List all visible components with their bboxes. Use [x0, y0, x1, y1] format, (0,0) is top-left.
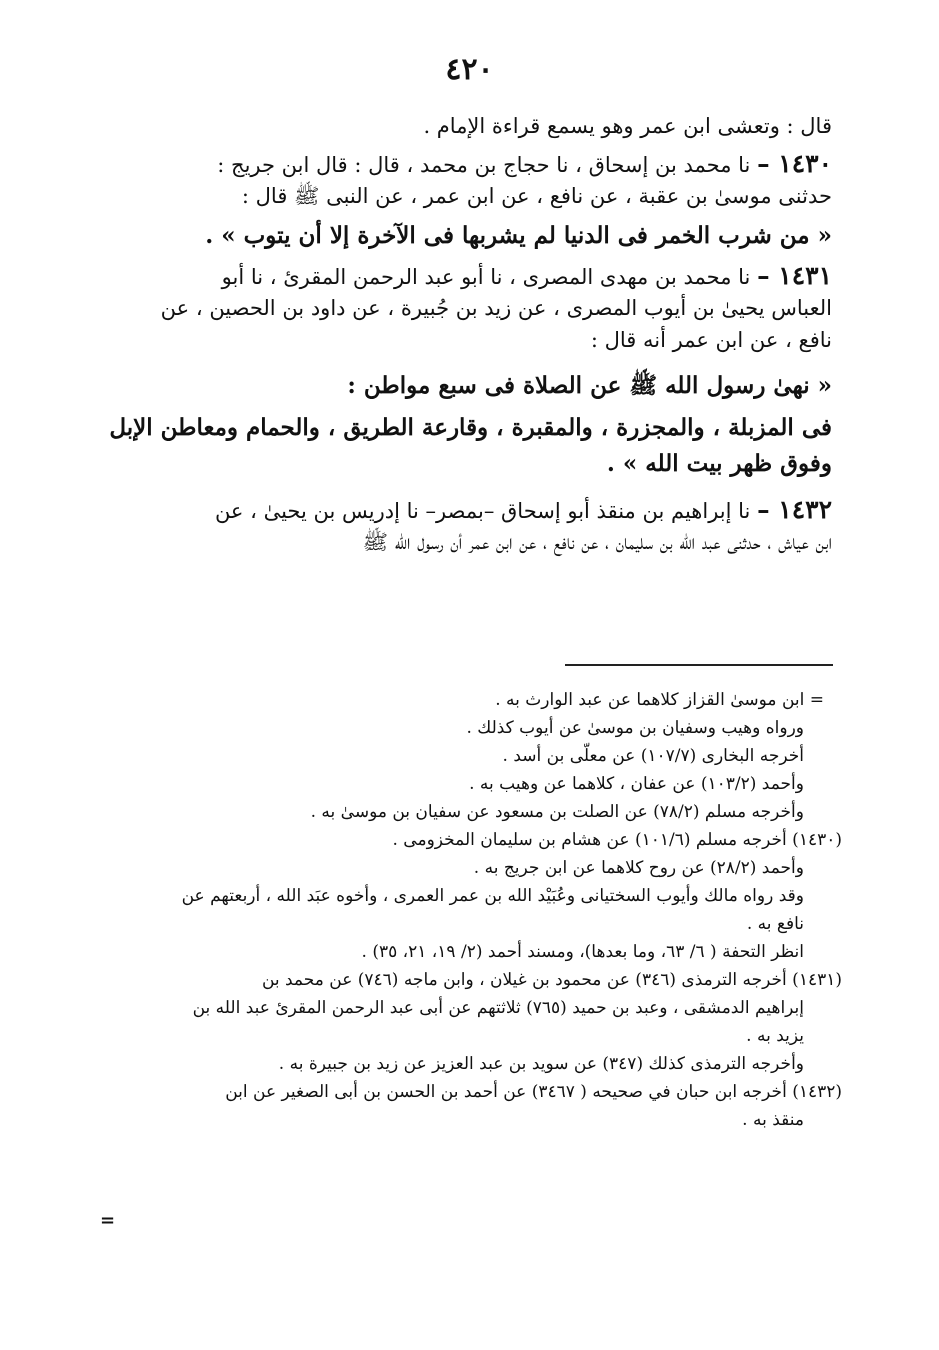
- footnote-line: وأحمد (١٠٣/٢) عن عفان ، كلاهما عن وهيب به .: [469, 774, 804, 794]
- footnote-line: أخرجه البخارى (١٠٧/٧) عن معلّى بن أسد .: [502, 746, 804, 766]
- text-line: ابن عياش ، حدثنى عبد الله بن سليمان ، عن نافع ، عن ابن عمر أن رسول الله ﷺ: [362, 530, 832, 554]
- footnote-line: إبراهيم الدمشقى ، وعبد بن حميد (٧٦٥) ثلاثتهم عن أبى عبد الرحمن المقرئ عبد الله بن: [192, 998, 804, 1018]
- footnotes: [98, 686, 842, 1134]
- hadith-number: ١٤٣١ –: [757, 261, 832, 290]
- hadith-number: ١٤٣٢ –: [757, 495, 832, 524]
- hadith-1431-line: ١٤٣١ – نا محمد بن مهدى المصرى ، نا أبو عبد الرحمن المقرئ ، نا أبو: [221, 261, 832, 290]
- footnote-line: وقد رواه مالك وأيوب السختيانى وعُبَيْد الله بن عمر العمرى ، وأخوه عبَد الله ، أربعتهم عن: [181, 886, 804, 906]
- footnote-line: = ابن موسىٰ القزاز كلاهما عن عبد الوارث به .: [495, 690, 824, 710]
- footnote-line: وأخرجه مسلم (٧٨/٢) عن الصلت بن مسعود عن سفيان بن موسىٰ به .: [310, 802, 804, 822]
- footnote-line: وأخرجه الترمذى كذلك (٣٤٧) عن سويد بن عبد العزيز عن زيد بن جبيرة به .: [278, 1054, 804, 1074]
- page-number: ٤٢٠: [445, 52, 494, 87]
- footnote-line: (١٤٣٠) أخرجه مسلم (١٠١/٦) عن هشام بن سليمان المخزومى .: [392, 830, 842, 850]
- hadith-1430-line: ١٤٣٠ – نا محمد بن إسحاق ، نا حجاج بن محمد ، قال : قال ابن جريج :: [217, 149, 832, 178]
- footnote-line: يزيد به .: [746, 1026, 804, 1046]
- footnote-divider: [565, 664, 833, 666]
- text-line: العباس يحيىٰ بن أيوب المصرى ، عن زيد بن جُبيرة ، عن داود بن الحصين ، عن: [160, 296, 832, 320]
- footnote-line: نافع به .: [746, 914, 804, 934]
- hadith-1432-line: ١٤٣٢ – نا إبراهيم بن منقذ أبو إسحاق –بمصر– نا إدريس بن يحيىٰ ، عن: [214, 495, 832, 524]
- hadith-matn: وفوق ظهر بيت الله » .: [606, 450, 832, 477]
- text-line: قال : وتعشى ابن عمر وهو يسمع قراءة الإمام .: [423, 114, 832, 138]
- text-line: نافع ، عن ابن عمر أنه قال :: [590, 328, 832, 352]
- hadith-number: ١٤٣٠ –: [757, 149, 832, 178]
- footnote-line: ورواه وهيب وسفيان بن موسىٰ عن أيوب كذلك .: [466, 718, 804, 738]
- continuation-mark: =: [100, 1210, 116, 1231]
- footnote-line: منقذ به .: [742, 1110, 804, 1130]
- hadith-matn: فى المزبلة ، والمجزرة ، والمقبرة ، وقارعة الطريق ، والحمام ومعاطن الإبل: [109, 414, 832, 441]
- hadith-matn: « نهىٰ رسول الله ﷺ عن الصلاة فى سبع مواطن :: [347, 372, 832, 399]
- text-line: حدثنى موسىٰ بن عقبة ، عن نافع ، عن ابن عمر ، عن النبى ﷺ قال :: [241, 184, 832, 208]
- footnote-line: (١٤٣١) أخرجه الترمذى (٣٤٦) عن محمود بن غيلان ، وابن ماجه (٧٤٦) عن محمد بن: [261, 970, 842, 990]
- footnote-line: انظر التحفة ( ٦/ ٦٣، وما بعدها)، ومسند أحمد (٢/ ١٩، ٢١، ٣٥) .: [361, 942, 804, 962]
- hadith-matn: « من شرب الخمر فى الدنيا لم يشربها فى الآخرة إلا أن يتوب » .: [205, 222, 832, 249]
- main-text: [86, 110, 832, 558]
- footnote-line: وأحمد (٢٨/٢) عن روح كلاهما عن ابن جريج به .: [473, 858, 804, 878]
- footnote-line: (١٤٣٢) أخرجه ابن حبان في صحيحه ( ٣٤٦٧) عن أحمد بن الحسن بن أبى الصغير عن ابن: [225, 1082, 842, 1102]
